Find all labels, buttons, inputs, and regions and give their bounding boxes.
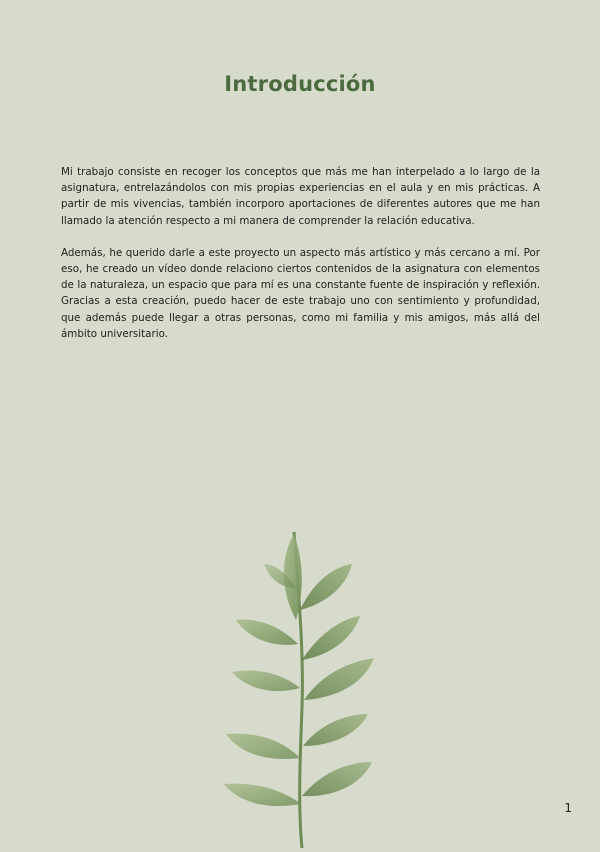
body-text [61,164,540,358]
leaf-branch-icon [218,528,383,848]
paragraph-1: Mi trabajo consiste en recoger los conceptos que más me han interpelado a lo largo de la asignatura, entrelazándolos con mis propias experiencias en el aula y en mis prácticas. A partir de mis vivencias, también incorporo aportaciones de diferentes autores que me han llamado la atención respecto a mi manera de comprender la relación educativa. [61,166,540,227]
page-title: Introducción [224,72,376,97]
paragraph-2: Además, he querido darle a este proyecto un aspecto más artístico y más cercano a mí. Por eso, he creado un vídeo donde relaciono ciertos contenidos de la asignatura con elementos de la naturaleza, un espacio que para mí es una constante fuente de inspiración y reflexión. Gracias a esta creación, puedo hacer de este trabajo uno con sentimiento y profundidad, que además puede llegar a otras personas, como mi familia y mis amigos, más allá del ámbito universitario. [61,246,540,340]
page-number: 1 [564,801,572,815]
